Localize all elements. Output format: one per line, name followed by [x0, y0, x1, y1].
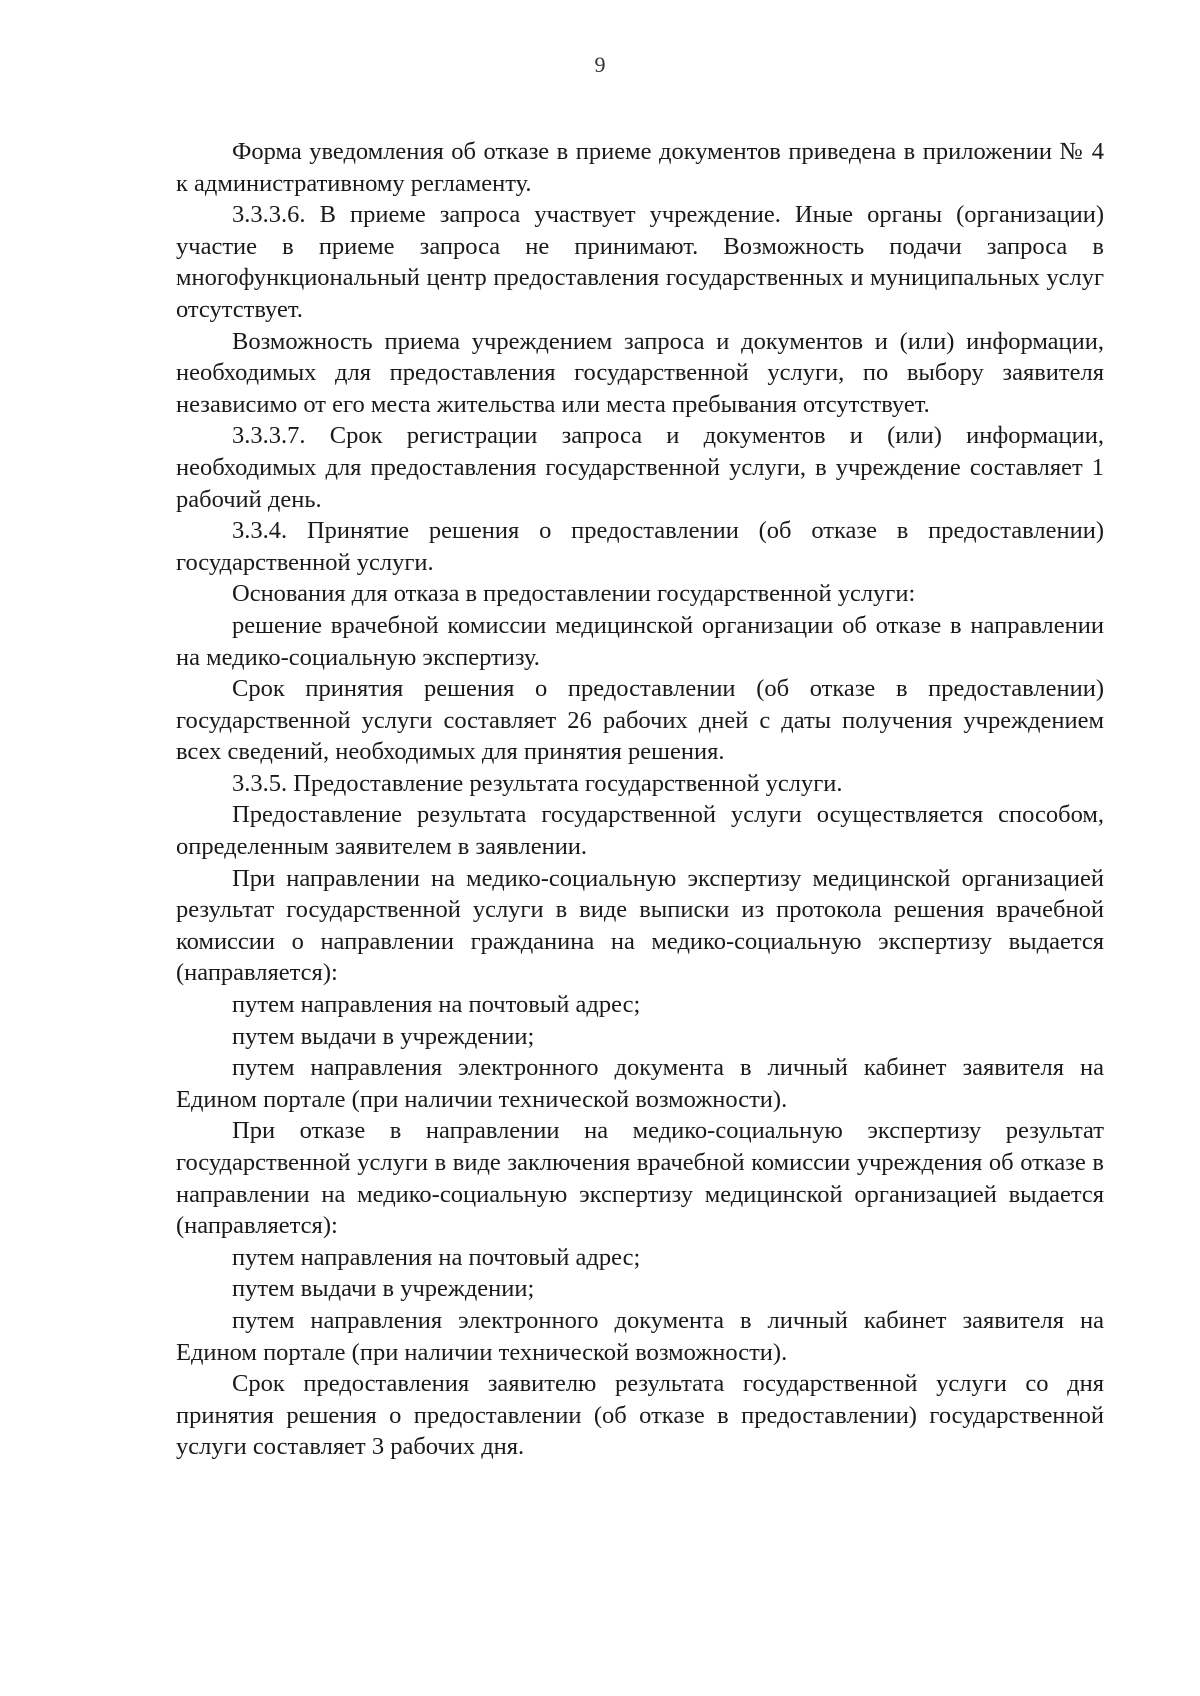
- paragraph-3-3-3-7: 3.3.3.7. Срок регистрации запроса и документов и (или) информации, необходимых для предоставления государственной услуги, в учреждение составляет 1 рабочий день.: [176, 422, 1104, 513]
- list-item-in-person: путем выдачи в учреждении;: [232, 1275, 535, 1303]
- paragraph-3-3-4: 3.3.4. Принятие решения о предоставлении (об отказе в предоставлении) государственной услуги.: [176, 517, 1104, 576]
- page-number: 9: [594, 52, 606, 77]
- paragraph-refusal-result: При отказе в направлении на медико-социальную экспертизу результат государственной услуги в виде заключения врачебной комиссии учреждения об отказе в направлении на медико-социальную экспертизу медицинской организацией выдается (направляется):: [176, 1117, 1104, 1240]
- paragraph-refusal-grounds: Основания для отказа в предоставлении государственной услуги:: [232, 580, 916, 608]
- list-item-postal: путем направления на почтовый адрес;: [232, 1243, 641, 1271]
- list-item-in-person: путем выдачи в учреждении;: [232, 1022, 535, 1050]
- paragraph-result-delivery-method: Предоставление результата государственной услуги осуществляется способом, определенным заявителем в заявлении.: [176, 801, 1104, 861]
- paragraph-decision-term: Срок принятия решения о предоставлении (об отказе в предоставлении) государственной услуги составляет 26 рабочих дней с даты получения учреждением всех сведений, необходимых для принятия решения.: [176, 675, 1104, 766]
- document-body: [176, 136, 1104, 1463]
- list-item-electronic: путем направления электронного документа в личный кабинет заявителя на Едином портале (при наличии технической возможности).: [176, 1054, 1104, 1113]
- list-item-electronic: путем направления электронного документа в личный кабинет заявителя на Едином портале (при наличии технической возможности).: [176, 1306, 1104, 1366]
- list-item-postal: путем направления на почтовый адрес;: [232, 991, 641, 1019]
- paragraph-result-delivery-term: Срок предоставления заявителю результата государственной услуги со дня принятия решения о предоставлении (об отказе в предоставлении) государственной услуги составляет 3 рабочих дня.: [176, 1370, 1104, 1461]
- paragraph-extraterritorial-acceptance: Возможность приема учреждением запроса и документов и (или) информации, необходимых для предоставления государственной услуги, по выбору заявителя независимо от его места жительства или места пребывания отсутствует.: [176, 327, 1104, 418]
- paragraph-referral-result: При направлении на медико-социальную экспертизу медицинской организацией результат государственной услуги в виде выписки из протокола решения врачебной комиссии о направлении гражданина на медико-социальную экспертизу выдается (направляется):: [176, 864, 1104, 987]
- paragraph-3-3-5: 3.3.5. Предоставление результата государственной услуги.: [232, 769, 843, 797]
- paragraph-refusal-notice-form: Форма уведомления об отказе в приеме документов приведена в приложении № 4 к административному регламенту.: [176, 138, 1104, 197]
- paragraph-commission-decision: решение врачебной комиссии медицинской организации об отказе в направлении на медико-социальную экспертизу.: [176, 611, 1104, 671]
- paragraph-3-3-3-6: 3.3.3.6. В приеме запроса участвует учреждение. Иные органы (организации) участие в приеме запроса не принимают. Возможность подачи запроса в многофункциональный центр предоставления государственных и муниципальных услуг отсутствует.: [176, 201, 1104, 323]
